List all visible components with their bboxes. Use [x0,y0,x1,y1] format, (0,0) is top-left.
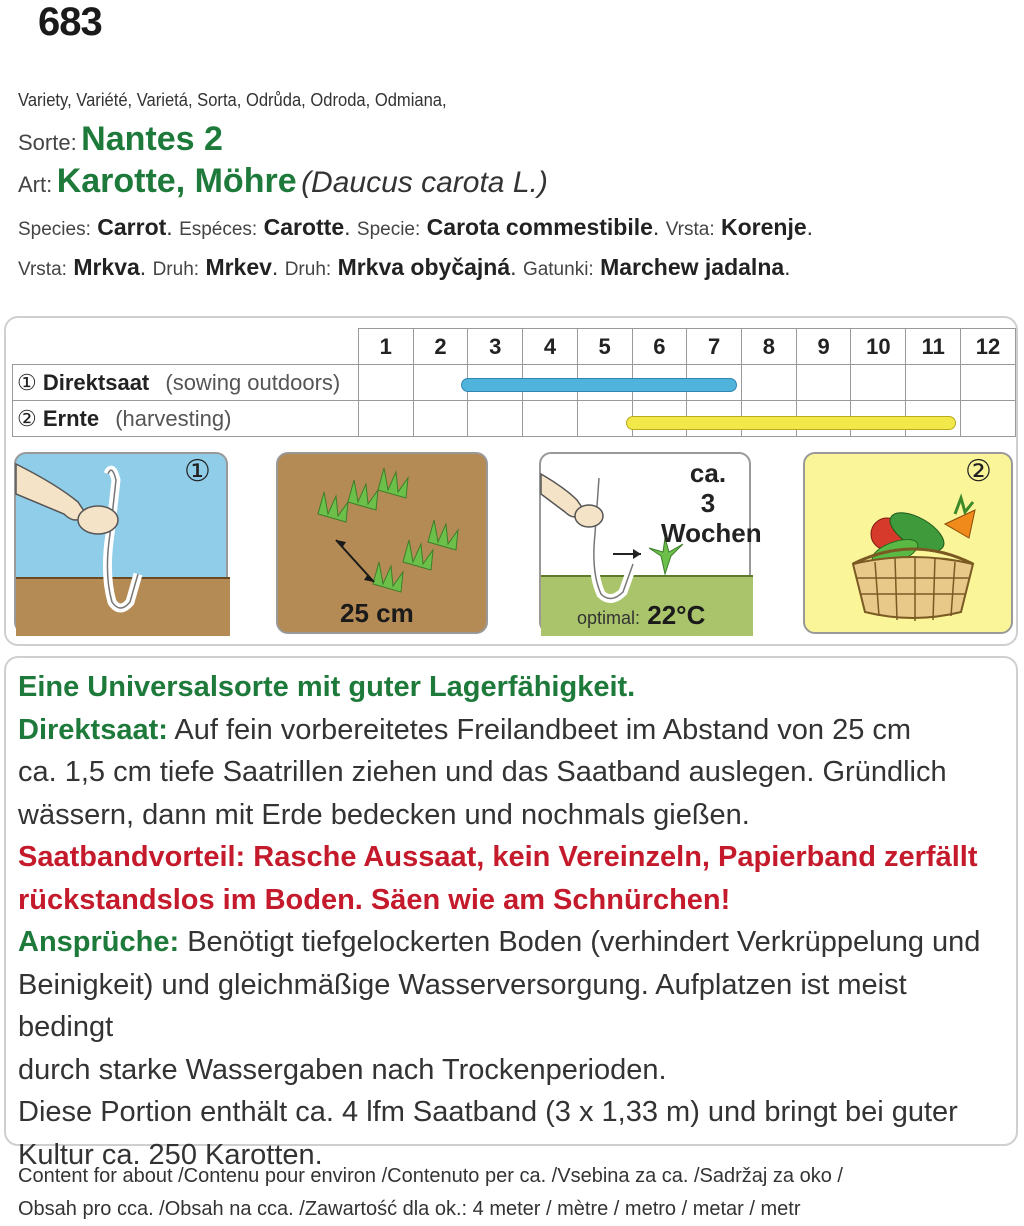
ansprueche-paragraph [18,921,1008,1176]
species-value: Mrkva obyčajná [337,254,511,280]
row-note: (sowing outdoors) [165,369,341,395]
species-label: Vrsta: [18,259,67,280]
sowing-pictogram [14,452,228,634]
row-spacing-label: 25 cm [340,598,414,628]
marker-2: ② [17,405,37,431]
ca-label: ca. [689,458,727,488]
species-label: Gatunki: [522,259,594,280]
germination-pictogram [539,452,762,634]
species-label: Specie: [356,219,421,240]
description-text [18,666,1008,1176]
month-cell: 1 [358,329,413,365]
species-value: Marchew jadalna [600,254,785,280]
calendar-panel [4,316,1018,646]
optimal-temperature [577,600,705,631]
portion-text: Diese Portion enthält ca. 4 lfm Saatband (3 x 1,33 m) und bringt bei guter [18,1096,958,1128]
ansprueche-text: durch starke Wassergaben nach Trockenperioden. [18,1053,667,1086]
species-label: Species: [18,219,91,240]
ansprueche-label: Ansprüche: [18,926,180,958]
footer-line: Obsah pro cca. /Obsah na cca. /Zawartość dla ok.: 4 meter / mètre / metro / metar / metr [18,1198,801,1220]
species-label: Druh: [152,259,200,280]
art-label: Art: [18,172,53,197]
month-cell: 3 [468,329,523,365]
harvest-period-bar [626,416,956,430]
direktsaat-text: Auf fein vorbereitetes Freilandbeet im Abstand von 25 cm [174,713,912,746]
germination-time [661,458,762,548]
variety-languages: Variety, Variété, Varietá, Sorta, Odrůda, Odroda, Odmiana, [18,90,447,110]
row-spacing-pictogram [276,452,488,634]
step-2-marker: ② [965,455,992,488]
calendar-corner [13,329,359,365]
species-value: Carrot [97,214,167,240]
species-value: Korenje [721,214,807,240]
calendar-header-row [13,329,1016,365]
temperature-value: 22°C [647,600,706,630]
species-value: Carota commestibile [426,214,653,240]
month-cell: 2 [413,329,468,365]
latin-name: (Daucus carota L.) [301,166,548,199]
species-translations-1: Species: Carrot. Espéces: Carotte. Specie: Carota commestibile. Vrsta: Korenje. [18,214,814,240]
step-1-marker: ① [184,455,211,488]
harvest-pictogram [803,452,1013,634]
advantage-text: rückstandslos im Boden. Säen wie am Schnürchen! [18,883,731,916]
species-label: Vrsta: [665,219,715,240]
month-cell: 12 [961,329,1016,365]
month-cell: 5 [577,329,632,365]
month-cell: 9 [796,329,851,365]
ansprueche-text: Beinigkeit) und gleichmäßige Wasserversorgung. Aufplatzen ist meist bedingt [18,968,907,1043]
variety-name: Nantes 2 [81,120,223,158]
month-cell: 10 [851,329,906,365]
species-label: Druh: [284,259,332,280]
species-value: Mrkva [73,254,140,280]
saatband-advantage [18,836,1008,921]
ansprueche-text: Benötigt tiefgelockerten Boden (verhindert Verkrüppelung und [187,926,981,958]
species-row [18,162,548,201]
month-cell: 7 [687,329,742,365]
row-name: Ernte [42,405,100,431]
sowing-label [13,365,359,401]
month-cell: 6 [632,329,687,365]
month-cell: 8 [742,329,797,365]
species-value: Mrkev [205,254,272,280]
marker-1: ① [17,369,37,395]
species-name: Karotte, Möhre [56,162,297,200]
weeks-label: 3 Wochen [661,488,762,548]
direktsaat-text: ca. 1,5 cm tiefe Saatrillen ziehen und das Saatband auslegen. Gründlich [18,756,947,788]
sowing-period-bar [461,378,737,392]
advantage-text: Saatbandvorteil: Rasche Aussaat, kein Vereinzeln, Papierband zerfällt [18,841,978,873]
optimal-label: optimal: [577,608,641,628]
month-cell: 4 [523,329,578,365]
footer-line: Content for about /Contenu pour environ /Contenuto per ca. /Vsebina za ca. /Sadržaj za oko / [18,1165,843,1187]
content-footer [18,1160,843,1226]
direktsaat-paragraph [18,709,1008,837]
species-translations-2: Vrsta: Mrkva. Druh: Mrkev. Druh: Mrkva obyčajná. Gatunki: Marchew jadalna. [18,254,791,280]
description-panel [4,656,1018,1171]
species-value: Carotte [263,214,345,240]
packet-number: 683 [38,0,102,44]
direktsaat-text: wässern, dann mit Erde bedecken und nochmals gießen. [18,798,750,831]
harvest-label [13,401,359,437]
row-name: Direktsaat [42,369,150,395]
species-label: Espéces: [179,219,258,240]
headline: Eine Universalsorte mit guter Lagerfähigkeit. [18,671,636,703]
month-cell: 11 [906,329,961,365]
variety-row [18,120,223,159]
sorte-label: Sorte: [18,130,77,155]
portion-text: Kultur ca. 250 Karotten. [18,1138,323,1171]
direktsaat-label: Direktsaat: [18,713,168,746]
row-note: (harvesting) [115,405,232,431]
